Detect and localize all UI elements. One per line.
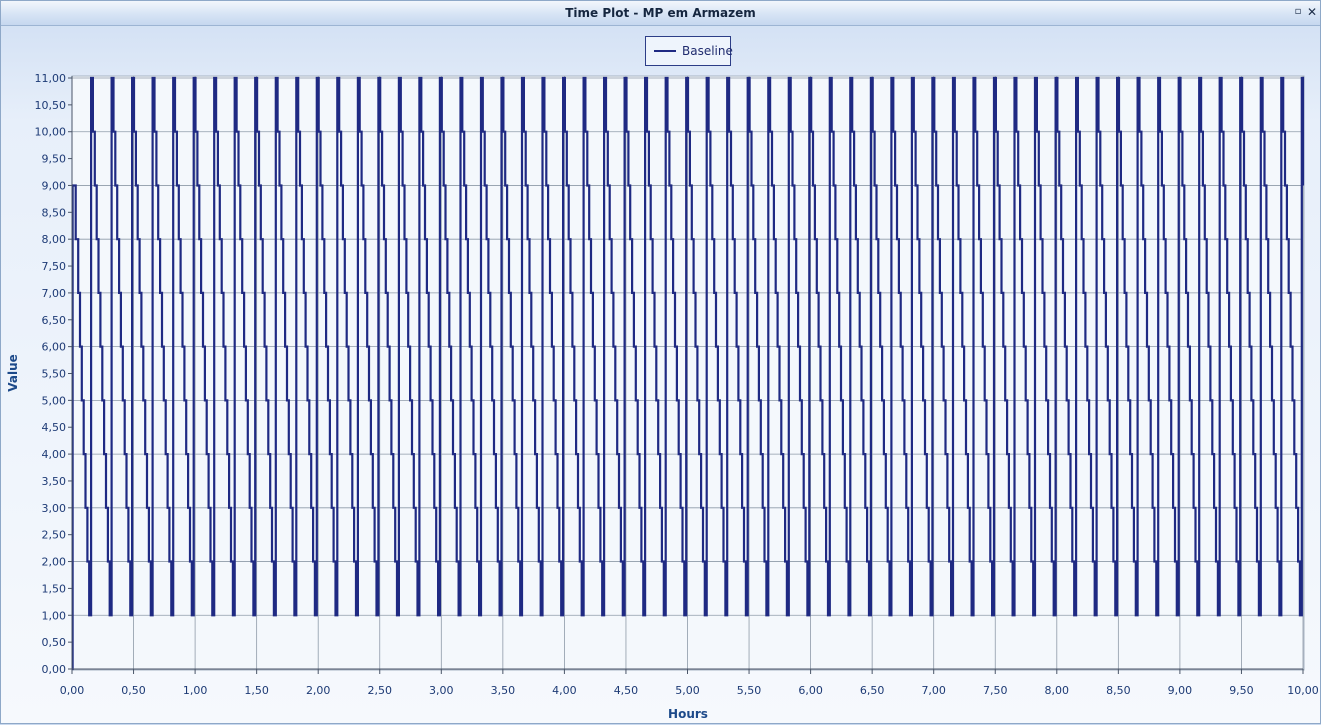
x-tick-label: 3,50	[490, 684, 516, 697]
y-tick-label: 1,00	[41, 609, 66, 623]
y-axis-title: Value	[6, 354, 20, 392]
y-tick-label: 0,00	[41, 663, 66, 676]
y-tick-label: 7,00	[41, 286, 66, 300]
y-tick-label: 6,00	[41, 340, 66, 354]
window-title: Time Plot - MP em Armazem	[565, 6, 756, 20]
x-tick-label: 1,00	[182, 684, 208, 697]
y-tick-label: 10,00	[34, 125, 66, 139]
y-tick-label: 1,50	[41, 582, 66, 596]
x-tick-label: 8,00	[1044, 684, 1070, 697]
legend-label-baseline: Baseline	[682, 44, 733, 58]
y-tick-label: 2,50	[41, 528, 66, 542]
y-tick-label: 8,50	[41, 206, 66, 220]
x-tick-label: 5,00	[675, 684, 700, 697]
time-plot-chart	[1, 1, 1321, 725]
y-tick-label: 2,00	[41, 555, 66, 569]
x-tick-label: 6,50	[859, 684, 885, 697]
y-tick-label: 0,50	[41, 636, 66, 650]
x-tick-label: 6,00	[798, 684, 823, 697]
y-tick-label: 7,50	[41, 260, 66, 274]
y-tick-label: 3,00	[41, 501, 66, 515]
x-tick-label: 7,00	[921, 684, 946, 697]
y-tick-label: 4,00	[41, 448, 66, 462]
y-tick-label: 9,50	[41, 152, 66, 166]
y-tick-label: 9,00	[41, 179, 66, 193]
x-tick-label: 0,00	[59, 684, 85, 697]
grid-lines	[72, 76, 1303, 669]
x-axis-title: Hours	[668, 707, 708, 721]
y-tick-label: 5,50	[41, 367, 66, 381]
y-tick-label: 11,00	[34, 72, 66, 85]
x-tick-label: 4,00	[552, 684, 577, 697]
legend-swatch-baseline	[654, 50, 676, 52]
x-tick-label: 9,50	[1229, 684, 1254, 697]
x-tick-label: 10,00	[1287, 684, 1319, 697]
y-tick-label: 3,50	[41, 474, 66, 488]
x-tick-label: 2,50	[367, 684, 392, 697]
y-tick-label: 4,50	[41, 421, 66, 435]
x-tick-label: 2,00	[305, 684, 331, 697]
x-tick-label: 8,50	[1106, 684, 1131, 697]
x-tick-label: 9,00	[1167, 684, 1193, 697]
y-tick-label: 10,50	[34, 98, 66, 112]
x-tick-label: 3,00	[429, 684, 454, 697]
legend[interactable]	[645, 36, 731, 66]
x-tick-label: 4,50	[613, 684, 639, 697]
x-tick-label: 7,50	[983, 684, 1008, 697]
x-tick-label: 5,50	[736, 684, 762, 697]
y-tick-label: 5,00	[41, 394, 66, 408]
x-tick-label: 1,50	[244, 684, 269, 697]
close-icon[interactable]: ✕	[1306, 5, 1318, 19]
y-tick-label: 6,50	[41, 313, 66, 327]
x-tick-label: 0,50	[121, 684, 146, 697]
y-tick-label: 8,00	[41, 233, 66, 247]
restore-icon[interactable]: ▫	[1294, 6, 1302, 17]
